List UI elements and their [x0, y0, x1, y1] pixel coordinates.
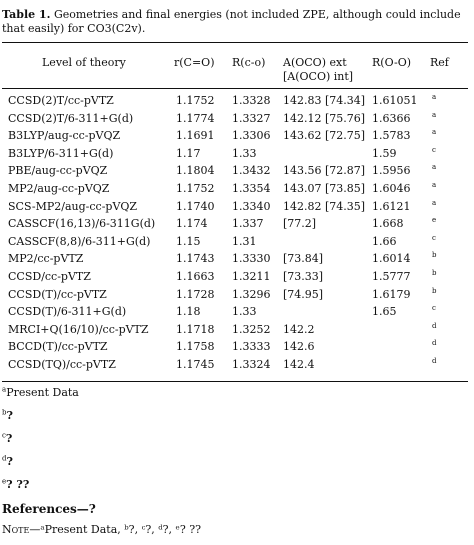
header-level: Level of theory [42, 56, 126, 69]
cell-rco-double: 1.1718 [176, 322, 215, 336]
cell-roo: 1.6046 [372, 182, 411, 195]
cell-aoco: 142.12 [75.76] [283, 111, 366, 125]
cell-rco-single: 1.3432 [232, 164, 271, 178]
cell-rco-single: 1.3330 [232, 252, 271, 266]
footnote-item [2, 478, 29, 492]
cell-roo: 1.6366 [372, 111, 411, 125]
cell-rco-single: 1.3324 [232, 358, 271, 371]
cell-rco-single: 1.31 [232, 234, 257, 248]
cell-level: CCSD(T)/cc-pVTZ [8, 287, 107, 301]
bottom-rule [2, 381, 468, 382]
cell-rco-single: 1.3211 [232, 270, 271, 283]
cell-rco-double: 1.1728 [176, 287, 215, 301]
footnote-text: ? [6, 409, 13, 422]
cell-rco-single: 1.3328 [232, 94, 271, 107]
cell-ref: c [432, 145, 436, 154]
note-text: —ᵃPresent Data, ᵇ?, ᶜ?, ᵈ?, ᵉ? ?? [29, 523, 202, 536]
cell-level: B3LYP/6-311+G(d) [8, 146, 114, 160]
cell-rco-double: 1.18 [176, 305, 201, 319]
footnote-mark: c [2, 431, 6, 440]
header-roo: R(O-O) [372, 56, 412, 69]
footnote-mark: b [2, 408, 7, 417]
cell-level: B3LYP/aug-cc-pVQZ [8, 129, 121, 143]
cell-level: CCSD/cc-pVTZ [8, 270, 91, 283]
cell-rco-single: 1.33 [232, 146, 257, 160]
cell-rco-double: 1.1691 [176, 129, 215, 143]
cell-ref: b [432, 286, 437, 295]
header-aoco-int: [A(OCO) int] [283, 70, 354, 83]
cell-ref: d [432, 321, 437, 330]
cell-roo: 1.6121 [372, 199, 411, 213]
cell-aoco: 143.62 [72.75] [283, 129, 366, 143]
cell-aoco: 143.56 [72.87] [283, 164, 366, 178]
footnote-item [2, 455, 13, 469]
cell-rco-single: 1.3333 [232, 340, 271, 354]
cell-roo: 1.61051 [372, 94, 418, 107]
footnote-item [2, 432, 12, 446]
cell-rco-double: 1.1663 [176, 270, 215, 283]
cell-rco-double: 1.174 [176, 217, 208, 231]
footnote-text: ? [5, 432, 13, 445]
cell-rco-double: 1.17 [176, 146, 201, 160]
cell-roo: 1.6179 [372, 287, 411, 301]
cell-rco-single: 1.33 [232, 305, 257, 319]
cell-ref: b [432, 269, 437, 277]
cell-rco-double: 1.1804 [176, 164, 215, 178]
cell-roo: 1.668 [372, 217, 404, 231]
cell-ref: c [432, 233, 436, 242]
cell-rco-double: 1.1745 [176, 358, 215, 371]
cell-ref: b [432, 251, 437, 260]
cell-ref: c [432, 304, 436, 313]
cell-ref: a [432, 198, 437, 207]
footnote-text: ? [6, 455, 13, 468]
cell-aoco: 142.4 [283, 358, 315, 371]
table-label: Table 1. [2, 8, 51, 21]
cell-roo: 1.5956 [372, 164, 411, 178]
cell-roo: 1.59 [372, 146, 397, 160]
cell-rco-double: 1.1752 [176, 182, 215, 195]
table-caption [2, 8, 470, 36]
cell-level: CCSD(2)T/cc-pVTZ [8, 94, 114, 107]
cell-level: CASSCF(8,8)/6-311+G(d) [8, 234, 151, 248]
cell-roo: 1.5777 [372, 270, 411, 283]
cell-level: MRCI+Q(16/10)/cc-pVTZ [8, 322, 149, 336]
cell-rco-single: 1.3252 [232, 322, 271, 336]
footnote-mark: a [2, 385, 7, 394]
cell-level: BCCD(T)/cc-pVTZ [8, 340, 108, 354]
cell-aoco: [74.95] [283, 287, 324, 301]
cell-roo: 1.65 [372, 305, 397, 319]
cell-roo: 1.66 [372, 234, 397, 248]
cell-rco-single: 1.3340 [232, 199, 271, 213]
cell-ref: e [432, 216, 437, 225]
cell-rco-single: 1.3327 [232, 111, 271, 125]
cell-ref: a [432, 181, 437, 189]
cell-rco-double: 1.1743 [176, 252, 215, 266]
cell-aoco: [77.2] [283, 217, 317, 231]
cell-ref: d [432, 339, 437, 348]
cell-rco-double: 1.1774 [176, 111, 215, 125]
header-rule [2, 88, 468, 89]
cell-aoco: [73.33] [283, 270, 324, 283]
cell-aoco: 142.2 [283, 322, 315, 336]
cell-rco-double: 1.1752 [176, 94, 215, 107]
top-rule [2, 42, 468, 43]
cell-roo: 1.6014 [372, 252, 411, 266]
footnote-item [2, 409, 13, 423]
footnote-text: Present Data [6, 386, 79, 399]
cell-aoco: [73.84] [283, 252, 324, 266]
cell-rco-double: 1.1758 [176, 340, 215, 354]
cell-ref: d [432, 357, 437, 365]
footnote-mark: e [2, 477, 7, 486]
cell-rco-single: 1.3354 [232, 182, 271, 195]
cell-aoco: 142.6 [283, 340, 315, 354]
cell-rco-double: 1.15 [176, 234, 201, 248]
cell-ref: a [432, 128, 437, 137]
cell-level: SCS-MP2/aug-cc-pVQZ [8, 199, 138, 213]
references-title: References—? [2, 502, 96, 516]
note-label: Note [2, 523, 30, 536]
cell-rco-double: 1.1740 [176, 199, 215, 213]
cell-ref: a [432, 163, 437, 172]
footnote-item [2, 386, 79, 400]
cell-rco-single: 1.3306 [232, 129, 271, 143]
caption-text: Geometries and final energies (not included ZPE, although could include that easily) for CO3(C2v). [2, 8, 461, 35]
cell-level: MP2/aug-cc-pVQZ [8, 182, 110, 195]
cell-level: CASSCF(16,13)/6-311G(d) [8, 217, 156, 231]
cell-level: MP2/cc-pVTZ [8, 252, 84, 266]
cell-rco-single: 1.3296 [232, 287, 271, 301]
cell-aoco: 142.83 [74.34] [283, 94, 366, 107]
cell-level: CCSD(TQ)/cc-pVTZ [8, 358, 116, 371]
footnote-text: ? ?? [6, 478, 30, 491]
cell-roo: 1.5783 [372, 129, 411, 143]
cell-aoco: 142.82 [74.35] [283, 199, 366, 213]
header-aoco-ext: A(OCO) ext [283, 56, 347, 69]
header-ref: Ref [430, 56, 449, 69]
cell-aoco: 143.07 [73.85] [283, 182, 366, 195]
header-rco-double: r(C=O) [174, 56, 215, 69]
cell-level: CCSD(T)/6-311+G(d) [8, 305, 127, 319]
cell-level: PBE/aug-cc-pVQZ [8, 164, 108, 178]
cell-ref: a [432, 93, 437, 101]
cell-level: CCSD(2)T/6-311+G(d) [8, 111, 134, 125]
table-note [2, 523, 201, 536]
header-rco-single: R(c-o) [232, 56, 266, 69]
footnote-mark: d [2, 454, 7, 463]
cell-rco-single: 1.337 [232, 217, 264, 231]
cell-ref: a [432, 110, 437, 119]
